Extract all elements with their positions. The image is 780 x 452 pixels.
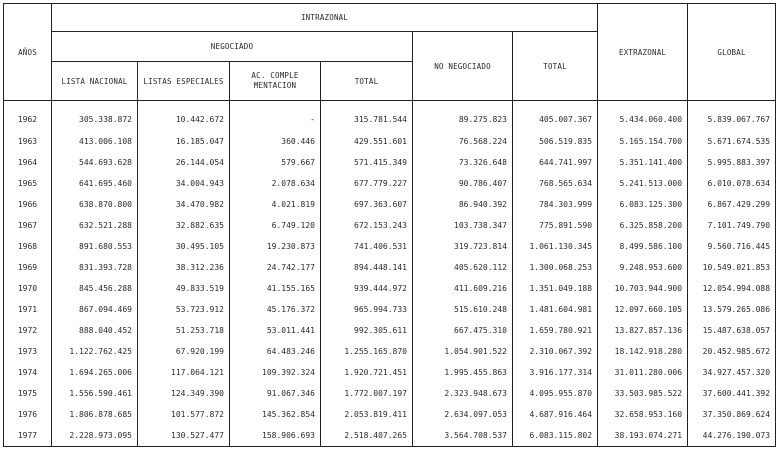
- cell-no-negociado: 86.940.392: [413, 194, 513, 215]
- cell-total: 4.687.916.464: [513, 404, 598, 425]
- table-row: [4, 404, 776, 425]
- cell-no-negociado: 667.475.310: [413, 320, 513, 341]
- cell-listas-especiales: 53.723.912: [138, 299, 230, 320]
- cell-total: 1.061.130.345: [513, 236, 598, 257]
- cell-total: 506.519.835: [513, 131, 598, 152]
- cell-no-negociado: 2.323.948.673: [413, 383, 513, 404]
- table-row: [4, 257, 776, 278]
- cell-year: 1962: [4, 101, 52, 131]
- cell-lista-nacional: 544.693.628: [52, 152, 138, 173]
- cell-total-negociado: 315.781.544: [321, 101, 413, 131]
- cell-total-negociado: 1.920.721.451: [321, 362, 413, 383]
- cell-year: 1977: [4, 425, 52, 447]
- table-row: [4, 215, 776, 236]
- cell-listas-especiales: 124.349.390: [138, 383, 230, 404]
- cell-global: 5.839.067.767: [688, 101, 776, 131]
- cell-year: 1970: [4, 278, 52, 299]
- cell-year: 1972: [4, 320, 52, 341]
- cell-no-negociado: 1.995.455.863: [413, 362, 513, 383]
- cell-total-negociado: 571.415.349: [321, 152, 413, 173]
- cell-listas-especiales: 67.920.199: [138, 341, 230, 362]
- cell-total-negociado: 894.448.141: [321, 257, 413, 278]
- cell-ac-complementacion: 45.176.372: [230, 299, 321, 320]
- cell-extrazonal: 5.434.060.400: [598, 101, 688, 131]
- cell-no-negociado: 319.723.814: [413, 236, 513, 257]
- cell-year: 1967: [4, 215, 52, 236]
- cell-total-negociado: 429.551.601: [321, 131, 413, 152]
- cell-lista-nacional: 638.870.800: [52, 194, 138, 215]
- cell-total-negociado: 939.444.972: [321, 278, 413, 299]
- header-extrazonal: EXTRAZONAL: [598, 4, 688, 101]
- cell-total: 784.303.999: [513, 194, 598, 215]
- cell-no-negociado: 73.326.648: [413, 152, 513, 173]
- header-negociado: NEGOCIADO: [52, 32, 413, 62]
- cell-ac-complementacion: 2.078.634: [230, 173, 321, 194]
- cell-lista-nacional: 2.228.973.095: [52, 425, 138, 447]
- cell-extrazonal: 5.351.141.400: [598, 152, 688, 173]
- cell-ac-complementacion: 19.230.873: [230, 236, 321, 257]
- table-row: [4, 278, 776, 299]
- cell-ac-complementacion: 6.749.120: [230, 215, 321, 236]
- header-anos: AÑOS: [4, 4, 52, 101]
- cell-total-negociado: 2.053.819.411: [321, 404, 413, 425]
- header-ac-line1: AC. COMPLE: [251, 71, 299, 80]
- cell-global: 10.549.021.853: [688, 257, 776, 278]
- cell-listas-especiales: 30.495.105: [138, 236, 230, 257]
- table-row: [4, 194, 776, 215]
- cell-year: 1963: [4, 131, 52, 152]
- cell-no-negociado: 2.634.097.053: [413, 404, 513, 425]
- cell-lista-nacional: 305.338.872: [52, 101, 138, 131]
- cell-extrazonal: 18.142.918.280: [598, 341, 688, 362]
- cell-year: 1964: [4, 152, 52, 173]
- cell-no-negociado: 515.610.248: [413, 299, 513, 320]
- cell-global: 15.487.638.057: [688, 320, 776, 341]
- cell-extrazonal: 33.503.985.522: [598, 383, 688, 404]
- header-total-intrazonal: TOTAL: [513, 32, 598, 101]
- header-ac-complementacion: [230, 62, 321, 101]
- table-row: [4, 383, 776, 404]
- cell-lista-nacional: 888.040.452: [52, 320, 138, 341]
- cell-listas-especiales: 34.470.982: [138, 194, 230, 215]
- cell-lista-nacional: 641.695.460: [52, 173, 138, 194]
- cell-total-negociado: 965.994.733: [321, 299, 413, 320]
- cell-global: 6.010.078.634: [688, 173, 776, 194]
- cell-ac-complementacion: 158.906.693: [230, 425, 321, 447]
- cell-global: 5.671.674.535: [688, 131, 776, 152]
- cell-listas-especiales: 32.882.635: [138, 215, 230, 236]
- cell-listas-especiales: 49.833.519: [138, 278, 230, 299]
- cell-ac-complementacion: 91.067.346: [230, 383, 321, 404]
- cell-no-negociado: 76.568.224: [413, 131, 513, 152]
- cell-total: 3.916.177.314: [513, 362, 598, 383]
- cell-no-negociado: 1.054.901.522: [413, 341, 513, 362]
- table-row: [4, 299, 776, 320]
- table-body: [4, 101, 776, 447]
- cell-total: 2.310.067.392: [513, 341, 598, 362]
- cell-listas-especiales: 101.577.872: [138, 404, 230, 425]
- cell-extrazonal: 6.083.125.300: [598, 194, 688, 215]
- cell-total: 768.565.634: [513, 173, 598, 194]
- cell-lista-nacional: 1.694.265.006: [52, 362, 138, 383]
- trade-statistics-table: [3, 3, 776, 447]
- cell-global: 44.276.190.073: [688, 425, 776, 447]
- cell-global: 9.560.716.445: [688, 236, 776, 257]
- cell-ac-complementacion: 360.446: [230, 131, 321, 152]
- cell-year: 1969: [4, 257, 52, 278]
- cell-total: 1.300.068.253: [513, 257, 598, 278]
- cell-extrazonal: 13.827.857.136: [598, 320, 688, 341]
- cell-year: 1974: [4, 362, 52, 383]
- cell-total: 4.095.955.870: [513, 383, 598, 404]
- cell-total: 644.741.997: [513, 152, 598, 173]
- cell-lista-nacional: 632.521.288: [52, 215, 138, 236]
- cell-total: 1.481.604.981: [513, 299, 598, 320]
- cell-total: 1.351.049.188: [513, 278, 598, 299]
- header-ac-line2: MENTACION: [253, 81, 297, 90]
- header-lista-nacional: LISTA NACIONAL: [52, 62, 138, 101]
- cell-extrazonal: 31.011.280.006: [598, 362, 688, 383]
- header-no-negociado: NO NEGOCIADO: [413, 32, 513, 101]
- cell-global: 6.867.429.299: [688, 194, 776, 215]
- cell-global: 13.579.265.086: [688, 299, 776, 320]
- cell-no-negociado: 90.786.407: [413, 173, 513, 194]
- cell-total-negociado: 697.363.607: [321, 194, 413, 215]
- cell-no-negociado: 103.738.347: [413, 215, 513, 236]
- cell-total-negociado: 672.153.243: [321, 215, 413, 236]
- cell-ac-complementacion: 64.483.246: [230, 341, 321, 362]
- cell-listas-especiales: 130.527.477: [138, 425, 230, 447]
- cell-extrazonal: 6.325.858.200: [598, 215, 688, 236]
- header-listas-especiales: LISTAS ESPECIALES: [138, 62, 230, 101]
- cell-total: 775.891.590: [513, 215, 598, 236]
- cell-extrazonal: 38.193.074.271: [598, 425, 688, 447]
- cell-ac-complementacion: 24.742.177: [230, 257, 321, 278]
- cell-global: 34.927.457.320: [688, 362, 776, 383]
- cell-listas-especiales: 26.144.054: [138, 152, 230, 173]
- cell-ac-complementacion: 145.362.854: [230, 404, 321, 425]
- cell-year: 1973: [4, 341, 52, 362]
- header-total-negociado: TOTAL: [321, 62, 413, 101]
- header-global: GLOBAL: [688, 4, 776, 101]
- cell-lista-nacional: 867.094.469: [52, 299, 138, 320]
- cell-lista-nacional: 1.122.762.425: [52, 341, 138, 362]
- cell-extrazonal: 10.703.944.900: [598, 278, 688, 299]
- header-intrazonal: INTRAZONAL: [52, 4, 598, 32]
- cell-lista-nacional: 1.806.878.685: [52, 404, 138, 425]
- cell-total-negociado: 1.772.007.197: [321, 383, 413, 404]
- cell-year: 1965: [4, 173, 52, 194]
- cell-global: 37.350.869.624: [688, 404, 776, 425]
- table-row: [4, 173, 776, 194]
- cell-listas-especiales: 16.185.047: [138, 131, 230, 152]
- cell-ac-complementacion: 109.392.324: [230, 362, 321, 383]
- cell-total: 1.659.780.921: [513, 320, 598, 341]
- cell-ac-complementacion: 4.021.819: [230, 194, 321, 215]
- cell-total: 6.083.115.802: [513, 425, 598, 447]
- table-row: [4, 320, 776, 341]
- cell-year: 1966: [4, 194, 52, 215]
- cell-listas-especiales: 51.253.718: [138, 320, 230, 341]
- cell-ac-complementacion: 53.011.441: [230, 320, 321, 341]
- cell-extrazonal: 5.241.513.000: [598, 173, 688, 194]
- table-header: [4, 4, 776, 101]
- cell-extrazonal: 5.165.154.700: [598, 131, 688, 152]
- cell-year: 1976: [4, 404, 52, 425]
- cell-year: 1975: [4, 383, 52, 404]
- table-row: [4, 152, 776, 173]
- cell-total-negociado: 741.406.531: [321, 236, 413, 257]
- table-row: [4, 131, 776, 152]
- cell-global: 7.101.749.790: [688, 215, 776, 236]
- cell-no-negociado: 405.620.112: [413, 257, 513, 278]
- cell-no-negociado: 411.609.216: [413, 278, 513, 299]
- cell-total-negociado: 1.255.165.870: [321, 341, 413, 362]
- cell-listas-especiales: 117.064.121: [138, 362, 230, 383]
- cell-listas-especiales: 34.004.943: [138, 173, 230, 194]
- cell-lista-nacional: 891.680.553: [52, 236, 138, 257]
- cell-no-negociado: 3.564.708.537: [413, 425, 513, 447]
- cell-no-negociado: 89.275.823: [413, 101, 513, 131]
- cell-extrazonal: 32.658.953.160: [598, 404, 688, 425]
- cell-lista-nacional: 845.456.288: [52, 278, 138, 299]
- table-row: [4, 425, 776, 447]
- cell-ac-complementacion: -: [230, 101, 321, 131]
- cell-lista-nacional: 413.006.108: [52, 131, 138, 152]
- cell-listas-especiales: 38.312.236: [138, 257, 230, 278]
- cell-year: 1971: [4, 299, 52, 320]
- table-row: [4, 236, 776, 257]
- cell-extrazonal: 8.499.586.100: [598, 236, 688, 257]
- cell-global: 12.054.994.088: [688, 278, 776, 299]
- cell-lista-nacional: 831.393.728: [52, 257, 138, 278]
- cell-global: 20.452.985.672: [688, 341, 776, 362]
- cell-listas-especiales: 10.442.672: [138, 101, 230, 131]
- cell-year: 1968: [4, 236, 52, 257]
- table-row: [4, 362, 776, 383]
- cell-total-negociado: 992.305.611: [321, 320, 413, 341]
- cell-total-negociado: 677.779.227: [321, 173, 413, 194]
- cell-global: 5.995.883.397: [688, 152, 776, 173]
- cell-extrazonal: 12.097.660.105: [598, 299, 688, 320]
- cell-ac-complementacion: 579.667: [230, 152, 321, 173]
- cell-global: 37.600.441.392: [688, 383, 776, 404]
- table-row: [4, 101, 776, 131]
- cell-total-negociado: 2.518.407.265: [321, 425, 413, 447]
- cell-lista-nacional: 1.556.590.461: [52, 383, 138, 404]
- cell-extrazonal: 9.248.953.600: [598, 257, 688, 278]
- table-row: [4, 341, 776, 362]
- cell-ac-complementacion: 41.155.165: [230, 278, 321, 299]
- cell-total: 405.007.367: [513, 101, 598, 131]
